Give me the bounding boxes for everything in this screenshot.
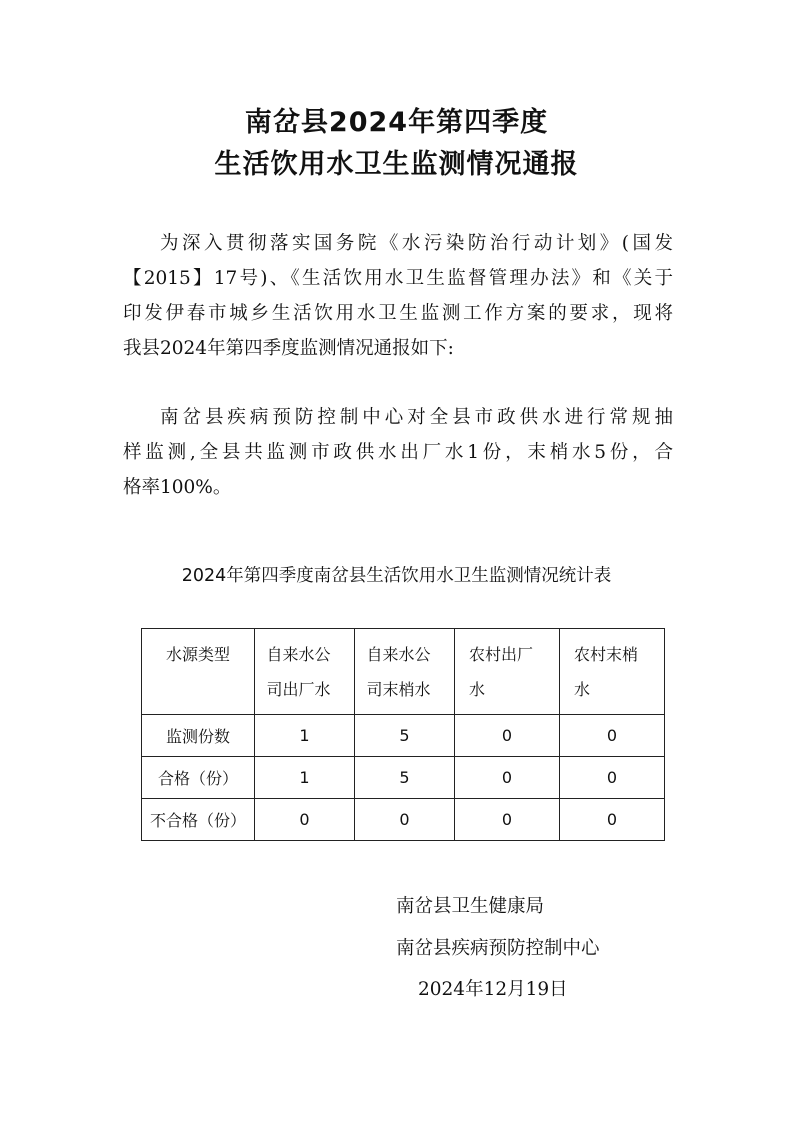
paragraph-line: 印发伊春市城乡生活饮用水卫生监测工作方案的要求，现将	[123, 303, 673, 324]
result-paragraph	[123, 400, 673, 505]
table-cell: 5	[355, 715, 455, 757]
table-cell: 0	[255, 799, 355, 841]
header-cell: 农村末梢水	[560, 629, 665, 715]
table-cell: 0	[560, 799, 665, 841]
table-cell: 0	[355, 799, 455, 841]
paragraph-line: 格率100%。	[123, 477, 232, 498]
table-cell: 1	[255, 757, 355, 799]
row-label: 不合格（份）	[142, 799, 255, 841]
signature-org2: 南岔县疾病预防控制中心	[396, 938, 600, 959]
header-cell: 自来水公司出厂水	[255, 629, 355, 715]
paragraph-line: 为深入贯彻落实国务院《水污染防治行动计划》(国发	[160, 233, 673, 254]
table-header-row	[142, 629, 665, 715]
table-row	[142, 715, 665, 757]
document-title-line2: 生活饮用水卫生监测情况通报	[214, 149, 579, 180]
paragraph-line: 南岔县疾病预防控制中心对全县市政供水进行常规抽	[160, 407, 673, 428]
table-row	[142, 799, 665, 841]
signature-org1: 南岔县卫生健康局	[396, 896, 545, 917]
table-cell: 0	[455, 799, 560, 841]
paragraph-line: 样监测,全县共监测市政供水出厂水1份，末梢水5份，合	[123, 442, 673, 463]
header-cell: 水源类型	[142, 629, 255, 715]
signature-date: 2024年12月19日	[418, 979, 568, 1000]
table-cell: 0	[455, 715, 560, 757]
table-cell: 0	[560, 715, 665, 757]
document-title-line1: 南岔县2024年第四季度	[244, 107, 549, 138]
table-cell: 0	[455, 757, 560, 799]
paragraph-line: 【2015】17号)、《生活饮用水卫生监督管理办法》和《关于	[123, 268, 673, 289]
header-cell: 农村出厂水	[455, 629, 560, 715]
table-cell: 5	[355, 757, 455, 799]
table-cell: 0	[560, 757, 665, 799]
row-label: 合格（份）	[142, 757, 255, 799]
intro-paragraph	[123, 226, 673, 366]
monitoring-table	[141, 628, 665, 841]
row-label: 监测份数	[142, 715, 255, 757]
paragraph-line: 我县2024年第四季度监测情况通报如下:	[123, 338, 454, 359]
table-title: 2024年第四季度南岔县生活饮用水卫生监测情况统计表	[181, 566, 612, 586]
header-cell: 自来水公司末梢水	[355, 629, 455, 715]
table-cell: 1	[255, 715, 355, 757]
table-row	[142, 757, 665, 799]
